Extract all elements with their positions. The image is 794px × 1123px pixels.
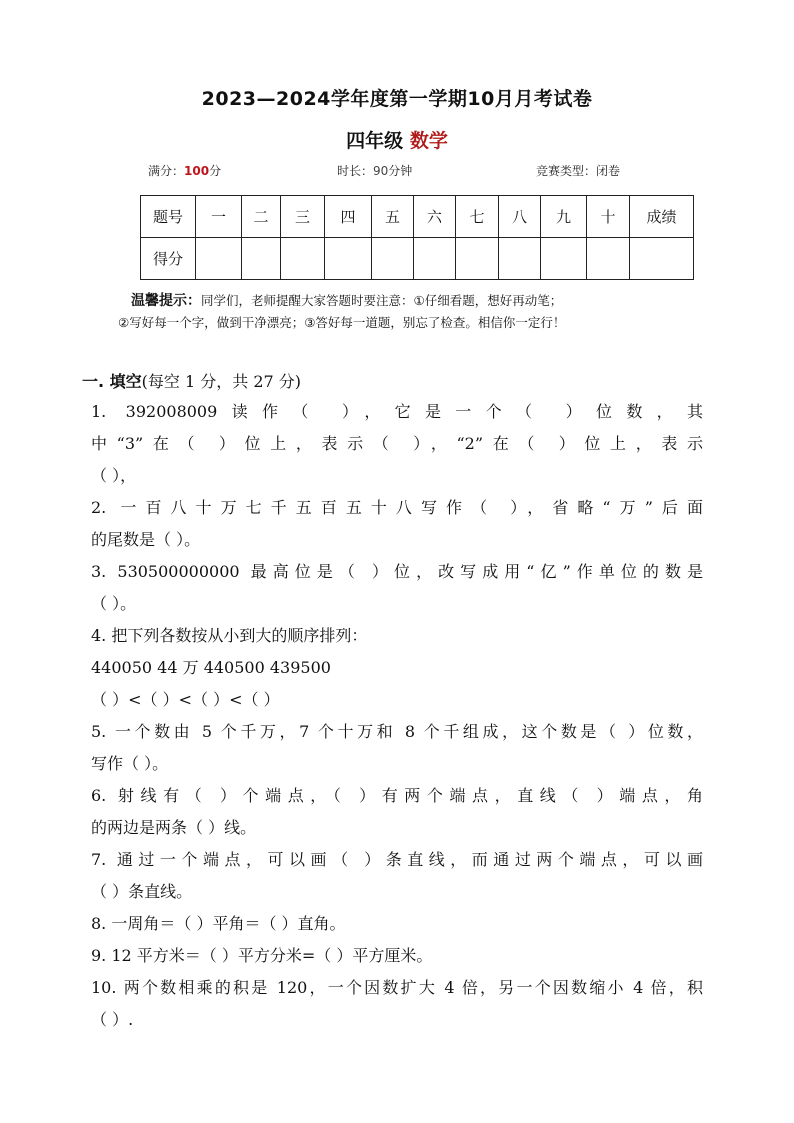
table-cell: 八	[499, 196, 541, 238]
question-line: 5. 一个数由 5 个千万，7 个十万和 8 个千组成，这个数是（ ）位数，	[91, 722, 703, 741]
score-cell[interactable]	[325, 238, 372, 280]
score-cell[interactable]	[630, 238, 694, 280]
question-line: 写作（ ）。	[91, 754, 169, 773]
table-cell: 九	[541, 196, 587, 238]
tips-label: 温馨提示：	[131, 293, 201, 309]
exam-subtitle	[0, 126, 794, 153]
question-line: 的尾数是（ ）。	[91, 530, 201, 549]
table-cell: 五	[372, 196, 414, 238]
question-line: 4. 把下列各数按从小到大的顺序排列：	[91, 626, 368, 645]
score-table-score-row	[141, 238, 694, 280]
score-table	[140, 195, 694, 280]
question-line: 1. 392008009读作（ ），它是一个（ ）位数，其	[91, 402, 703, 421]
duration-value: 90	[373, 164, 389, 178]
full-score-value: 100	[184, 164, 210, 178]
score-cell[interactable]	[196, 238, 242, 280]
question-line: 中“3”在（ ）位上，表示（ ），“2”在（ ）位上，表示	[91, 434, 703, 453]
score-cell[interactable]	[499, 238, 541, 280]
score-cell[interactable]	[414, 238, 456, 280]
score-cell[interactable]	[456, 238, 499, 280]
score-cell[interactable]	[281, 238, 325, 280]
table-cell: 三	[281, 196, 325, 238]
section-number: 一. 填空	[82, 372, 142, 391]
grade-label: 四年级	[346, 130, 404, 152]
exam-type-label: 竞赛类型：	[536, 164, 597, 178]
question-line: （ ）条直线。	[91, 882, 193, 901]
table-cell: 二	[242, 196, 281, 238]
question-line: 7. 通过一个端点，可以画（ ）条直线，而通过两个端点，可以画	[91, 850, 703, 869]
table-cell: 一	[196, 196, 242, 238]
full-score-unit: 分	[209, 164, 222, 178]
section-info: (每空 1 分，共 27 分)	[141, 372, 302, 391]
question-line: （ ）<（ ）<（ ）<（ ）	[91, 690, 280, 709]
score-cell[interactable]	[372, 238, 414, 280]
question-line: 440050 44 万 440500 439500	[91, 658, 331, 677]
tips-line-2: ②写好每一个字，做到干净漂亮；③答好每一道题，别忘了检查。相信你一定行！	[118, 315, 566, 330]
tips-text-1: 同学们，老师提醒大家答题时要注意：①仔细看题，想好再动笔；	[201, 293, 563, 308]
duration-label: 时长：	[337, 164, 374, 178]
table-cell: 七	[456, 196, 499, 238]
table-cell: 六	[414, 196, 456, 238]
table-cell: 四	[325, 196, 372, 238]
table-cell: 题号	[141, 196, 196, 238]
duration-info	[337, 162, 412, 179]
score-cell[interactable]	[587, 238, 630, 280]
score-cell[interactable]	[242, 238, 281, 280]
question-line: 9. 12 平方米＝（ ）平方分米=（ ）平方厘米。	[91, 946, 433, 965]
exam-type-value: 闭卷	[596, 164, 621, 178]
table-cell: 十	[587, 196, 630, 238]
table-cell: 得分	[141, 238, 196, 280]
score-table-header-row	[141, 196, 694, 238]
question-line: 的两边是两条（ ）线。	[91, 818, 257, 837]
duration-unit: 分钟	[388, 164, 413, 178]
subject-label: 数学	[409, 130, 448, 152]
question-line: 10. 两个数相乘的积是 120，一个因数扩大 4 倍，另一个因数缩小 4 倍，积	[91, 978, 703, 997]
section-heading	[82, 369, 301, 392]
score-cell[interactable]	[541, 238, 587, 280]
question-line: 6. 射线有（ ）个端点，（ ）有两个端点，直线（ ）端点，角	[91, 786, 703, 805]
exam-type-info	[536, 162, 620, 179]
question-line: （ ）。	[91, 594, 137, 613]
question-line: 3. 530500000000 最高位是（ ）位，改写成用“亿”作单位的数是	[91, 562, 703, 581]
question-line: 8. 一周角＝（ ）平角＝（ ）直角。	[91, 914, 346, 933]
question-line: （ ）.	[91, 1010, 134, 1029]
question-line: （ ），	[91, 466, 137, 485]
exam-title: 2023—2024学年度第一学期10月月考试卷	[201, 88, 593, 110]
table-cell: 成绩	[630, 196, 694, 238]
question-line: 2. 一百八十万七千五百五十八写作（ ），省略“万”后面	[91, 498, 703, 517]
tips-line-1	[131, 290, 562, 310]
full-score-label: 满分：	[148, 164, 185, 178]
full-score-info	[148, 162, 221, 179]
